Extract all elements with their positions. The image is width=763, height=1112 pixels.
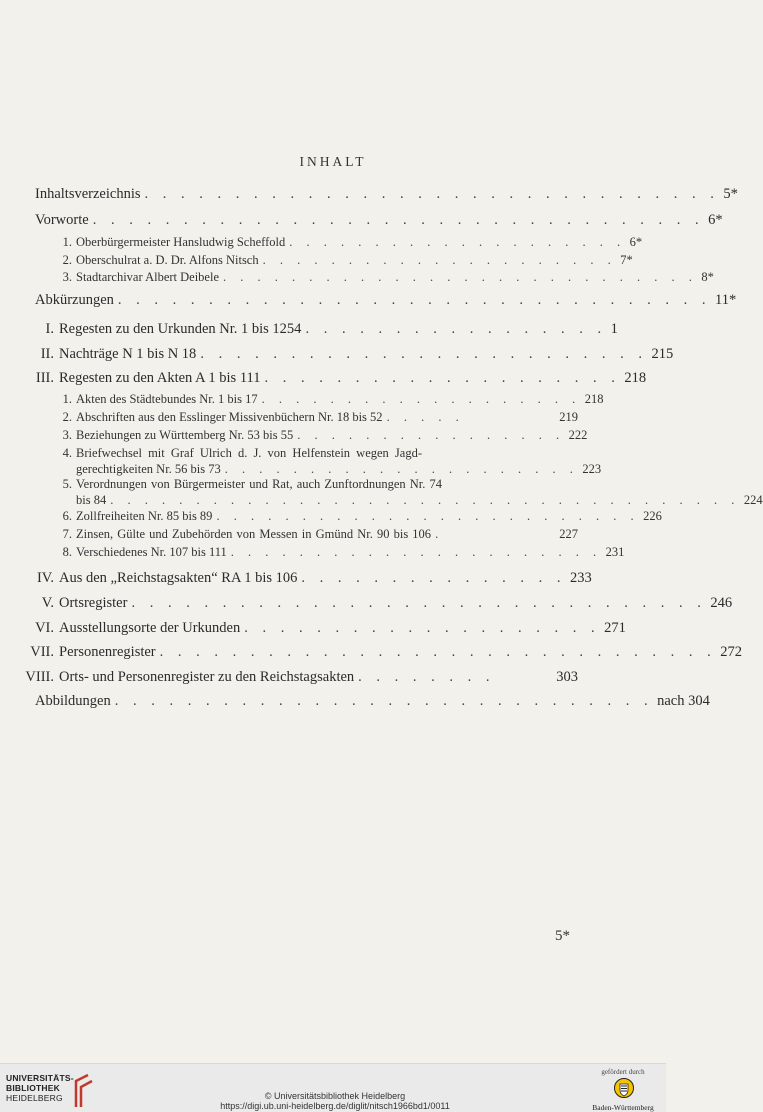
toc-entry-page: nach 304 (657, 693, 710, 709)
toc-subentry[interactable] (58, 235, 643, 250)
toc-subentry-page: 7* (620, 253, 633, 267)
toc-subentry[interactable] (58, 253, 633, 268)
toc-entry[interactable] (16, 346, 674, 363)
dot-leader: . . . . . . . . . . . . . . . . . . . . . . (230, 545, 602, 559)
toc-subentry-number: 2. (62, 253, 72, 267)
permalink-url[interactable]: https://digi.ub.uni-heidelberg.de/diglit/nitsch1966bd1/0011 (220, 1101, 450, 1111)
toc-entry-page: 5* (723, 186, 738, 202)
toc-subentry[interactable] (58, 270, 714, 285)
toc-subentry-title: Oberschulrat a. D. Dr. Alfons Nitsch (76, 253, 259, 267)
toc-subentry[interactable] (58, 545, 625, 560)
toc-entry-number: VI. (35, 620, 54, 636)
toc-entry[interactable] (16, 321, 618, 338)
toc-subentry-number: 4. (62, 446, 72, 460)
dot-leader: . . . . . . . . . . . . . . . . . (305, 321, 607, 337)
toc-entry-page: 11* (715, 292, 737, 308)
dot-leader: . . . . . . . . . . . . . . . . . . . . . . . . . (200, 346, 648, 362)
toc-subentry-title: Stadtarchivar Albert Deibele (76, 270, 219, 284)
toc-subentry[interactable] (76, 493, 763, 508)
toc-subentry-title: Zinsen, Gülte und Zubehörden von Messen in Gmünd Nr. 90 bis 106 (76, 527, 432, 541)
toc-entry-number: III. (35, 370, 54, 386)
toc-subentry[interactable] (58, 410, 578, 425)
dot-leader: . . . . . . . . . . . . . . . . . . . . (264, 370, 621, 386)
toc-entry[interactable] (16, 570, 592, 587)
funder-block[interactable] (585, 1068, 661, 1112)
dot-leader: . . . . . . . . . . . . . . . . . . . (261, 392, 581, 406)
toc-entry-page: 271 (604, 620, 626, 636)
toc-subentry-number: 7. (62, 527, 72, 541)
copyright-notice (200, 1091, 470, 1111)
dot-leader: . . . . . . . . . . . . . . . . (297, 428, 565, 442)
toc-subentry-number: 3. (62, 270, 72, 284)
toc-subentry[interactable] (76, 462, 602, 477)
toc-entry[interactable] (35, 292, 737, 309)
state-crest-icon (614, 1076, 634, 1100)
toc-subentry-number: 2. (62, 410, 72, 424)
dot-leader: . . . . . . . . . . . . . . . (301, 570, 567, 586)
toc-subentry-first-line[interactable] (58, 446, 578, 461)
logo-line: UNIVERSITÄTS- (6, 1073, 74, 1083)
dot-leader: . . . . . . . . . . . . . . . . . . . . . . . . . . . . . . . . . . (92, 212, 705, 228)
page-number: 5* (555, 928, 570, 944)
toc-subentry-page: 218 (584, 392, 604, 406)
toc-subentry-title-continued: bis 84 (76, 493, 107, 507)
dot-leader: . . . . . . . . (358, 669, 496, 685)
toc-entry-title: Inhaltsverzeichnis (35, 186, 141, 202)
toc-entry[interactable] (16, 370, 647, 387)
toc-subentry-title: Oberbürgermeister Hansludwig Scheffold (76, 235, 286, 249)
toc-entry-page: 272 (720, 644, 743, 660)
dot-leader: . . . . . . . . . . . . . . . . . . . . (244, 620, 601, 636)
toc-subentry-number: 6. (62, 509, 72, 523)
toc-entry-number: VIII. (25, 669, 54, 685)
toc-subentry[interactable] (58, 527, 578, 542)
dot-leader: . . . . . . . . . . . . . . . . . . . . . . . . . . . . . . (114, 693, 654, 709)
toc-entry-page: 6* (708, 212, 723, 228)
toc-subentry-number: 1. (62, 392, 72, 406)
toc-subentry-page: 222 (568, 428, 588, 442)
toc-subentry-page: 6* (629, 235, 643, 249)
toc-subentry-page: 226 (643, 509, 662, 523)
toc-subentry[interactable] (58, 392, 604, 407)
viewer-footer (0, 1063, 666, 1112)
toc-subentry-page: 224 (743, 493, 763, 507)
toc-entry-title: Ortsregister (59, 595, 128, 611)
toc-entry-page: 218 (624, 370, 647, 386)
dot-leader: . . . . . . . . . . . . . . . . . . . . . . . . . . . . . . . . . (117, 292, 712, 308)
toc-entry-page: 246 (710, 595, 733, 611)
toc-entry-number: V. (41, 595, 54, 611)
dot-leader: . . . . . . . . . . . . . . . . . . . . . . . . . . . . (223, 270, 698, 284)
toc-entry-number: VII. (30, 644, 54, 660)
toc-entry-title: Nachträge N 1 bis N 18 (59, 346, 197, 362)
toc-entry-title: Vorworte (35, 212, 89, 228)
copyright-text: © Universitätsbibliothek Heidelberg (264, 1091, 406, 1101)
toc-entry-title: Regesten zu den Urkunden Nr. 1 bis 1254 (59, 321, 302, 337)
toc-entry[interactable] (35, 693, 710, 710)
toc-subentry-page: 223 (582, 462, 602, 476)
toc-subentry[interactable] (58, 428, 588, 443)
university-library-logo[interactable] (6, 1073, 96, 1109)
toc-subentry-page: 8* (701, 270, 714, 284)
toc-entry[interactable] (16, 620, 626, 637)
toc-subentry-page: 231 (605, 545, 625, 559)
dot-leader: . . . . . . . . . . . . . . . . . . . . . . . . . . . . . . . . . . . . . (110, 493, 740, 507)
funder-label: gefördert durch (601, 1068, 645, 1076)
dot-leader: . . . . . . . . . . . . . . . . . . . . . . . . . . . . . . . (159, 644, 717, 660)
toc-subentry-title: Verschiedenes Nr. 107 bis 111 (76, 545, 227, 559)
toc-entry[interactable] (35, 212, 723, 229)
toc-subentry-number: 5. (62, 477, 72, 491)
toc-subentry[interactable] (58, 509, 662, 524)
toc-entry-page: 303 (556, 669, 578, 685)
dot-leader: . . . . . . . . . . . . . . . . . . . . . . . . . (216, 509, 640, 523)
toc-subentry-title: Briefwechsel mit Graf Ulrich d. J. von Helfenstein wegen Jagd- (76, 446, 423, 460)
toc-entry-title: Regesten zu den Akten A 1 bis 111 (59, 370, 261, 386)
toc-subentry-number: 1. (62, 235, 72, 249)
toc-subentry-title: Beziehungen zu Württemberg Nr. 53 bis 55 (76, 428, 294, 442)
toc-subentry-title: Zollfreiheiten Nr. 85 bis 89 (76, 509, 213, 523)
toc-entry-title: Abbildungen (35, 693, 111, 709)
toc-entry-number: IV. (36, 570, 54, 586)
dot-leader: . . . . . . . . . . . . . . . . . . . . (289, 235, 626, 249)
toc-entry[interactable] (16, 669, 578, 686)
toc-entry[interactable] (35, 186, 738, 203)
toc-entry-title: Orts- und Personenregister zu den Reichstagsakten (59, 669, 355, 685)
toc-entry-title: Abkürzungen (35, 292, 114, 308)
toc-entry[interactable] (16, 595, 733, 612)
toc-subentry-number: 3. (62, 428, 72, 442)
toc-subentry-page: 219 (559, 410, 578, 424)
toc-subentry-number: 8. (62, 545, 72, 559)
page-heading: INHALT (299, 154, 367, 169)
funder-name: Baden-Württemberg (592, 1103, 654, 1112)
toc-entry-number: II. (40, 346, 54, 362)
logo-line: HEIDELBERG (6, 1093, 63, 1103)
toc-entry-title: Personenregister (59, 644, 156, 660)
toc-subentry-title: Abschriften aus den Esslinger Missivenbüchern Nr. 18 bis 52 (76, 410, 383, 424)
logo-mark-icon (72, 1073, 94, 1109)
toc-entry-page: 233 (570, 570, 592, 586)
logo-line: BIBLIOTHEK (6, 1083, 60, 1093)
toc-subentry-page: 227 (559, 527, 578, 541)
dot-leader: . . . . . (386, 410, 465, 424)
toc-subentry-title: Verordnungen von Bürgermeister und Rat, auch Zunftordnungen Nr. 74 (76, 477, 443, 491)
dot-leader: . (435, 527, 444, 541)
toc-entry[interactable] (16, 644, 743, 661)
toc-entry-title: Ausstellungsorte der Urkunden (59, 620, 241, 636)
toc-entry-title: Aus den „Reichstagsakten“ RA 1 bis 106 (59, 570, 298, 586)
toc-subentry-title: Akten des Städtebundes Nr. 1 bis 17 (76, 392, 258, 406)
dot-leader: . . . . . . . . . . . . . . . . . . . . . (224, 462, 579, 476)
dot-leader: . . . . . . . . . . . . . . . . . . . . . . . . . . . . . . . . (144, 186, 720, 202)
toc-entry-number: I. (45, 321, 54, 337)
toc-entry-page: 215 (651, 346, 674, 362)
toc-entry-page: 1 (610, 321, 618, 337)
dot-leader: . . . . . . . . . . . . . . . . . . . . . . . . . . . . . . . . (131, 595, 707, 611)
dot-leader: . . . . . . . . . . . . . . . . . . . . . (262, 253, 617, 267)
toc-subentry-first-line[interactable] (58, 477, 578, 492)
toc-subentry-title-continued: gerechtigkeiten Nr. 56 bis 73 (76, 462, 221, 476)
